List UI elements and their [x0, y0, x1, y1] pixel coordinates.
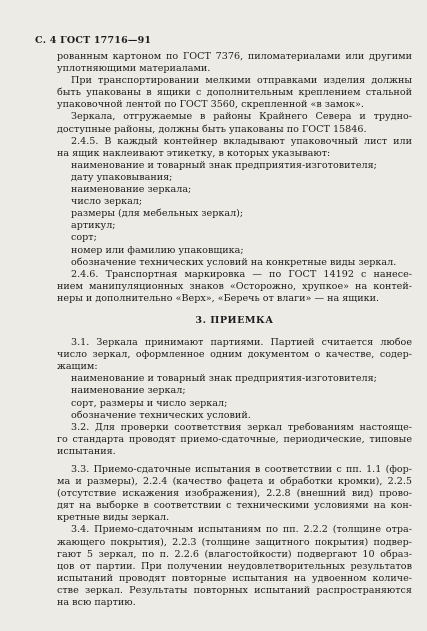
text-line: ма и размеры), 2.2.4 (качество фацета и обработки кромки), 2.2.5 — [57, 476, 412, 488]
text-line: нием манипуляционных знаков «Осторожно, хрупкое» на контей- — [57, 280, 412, 292]
text-line: доступные районы, должны быть упакованы по ГОСТ 15846. — [57, 123, 367, 135]
text-line: наименование зеркала; — [71, 184, 192, 196]
text-line: номер или фамилию упаковщика; — [71, 244, 244, 256]
text-line: цов от партии. При получении неудовлетворительных результатов — [57, 560, 412, 572]
text-line: стве зеркал. Результаты повторных испытаний распространяются — [57, 584, 412, 596]
text-line: обозначение технических условий. — [71, 409, 251, 421]
text-line: испытания. — [57, 445, 116, 457]
text-line: Зеркала, отгружаемые в районы Крайнего Севера и трудно- — [71, 111, 412, 123]
text-line: 2.4.6. Транспортная маркировка — по ГОСТ 14192 с нанесе- — [71, 268, 412, 280]
text-line: жающего покрытия), 2.2.3 (толщине защитного покрытия) подвер- — [57, 536, 412, 548]
text-line: упаковочной лентой по ГОСТ 3560, скрепленной «в замок». — [57, 99, 364, 111]
text-line: дят на выборке в соответствии с техническими условиями на кон- — [57, 500, 412, 512]
text-line: кретные виды зеркал. — [57, 512, 170, 524]
text-line: число зеркал; — [71, 196, 143, 208]
text-line: 3.2. Для проверки соответствия зеркал требованиям настояще- — [71, 421, 412, 433]
text-line: уплотняющими материалами. — [57, 63, 211, 75]
text-line: на всю партию. — [57, 597, 136, 609]
text-line: При транспортировании мелкими отправками изделия должны — [71, 75, 412, 87]
text-line: (отсутствие искажения изображения), 2.2.8 (внешний вид) прово- — [57, 488, 412, 500]
text-line: испытаний проводят повторные испытания на удвоенном количе- — [57, 572, 412, 584]
text-line: обозначение технических условий на конкретные виды зеркал. — [71, 256, 397, 268]
text-line: наименование и товарный знак предприятия-изготовителя; — [71, 373, 377, 385]
text-line: гают 5 зеркал, по п. 2.2.6 (влагостойкости) подвергают 10 образ- — [57, 548, 412, 560]
text-line: дату упаковывания; — [71, 171, 173, 183]
text-line: артикул; — [71, 220, 116, 232]
text-line: наименование и товарный знак предприятия-изготовителя; — [71, 159, 377, 171]
text-line: на ящик наклеивают этикетку, в которых указывают: — [57, 147, 331, 159]
text-line: 3.3. Приемо-сдаточные испытания в соответствии с пп. 1.1 (фор- — [71, 464, 412, 475]
text-line: рованным картоном по ГОСТ 7376, пиломатериалами или другими — [57, 51, 412, 62]
text-line: число зеркал, оформленное одним документом о качестве, содер- — [57, 349, 412, 361]
text-line: жащим: — [57, 361, 98, 373]
text-line: го стандарта проводят приемо-сдаточные, периодические, типовые — [57, 433, 412, 445]
text-line: размеры (для мебельных зеркал); — [71, 208, 244, 220]
text-line: сорт, размеры и число зеркал; — [71, 397, 228, 409]
document-body — [57, 51, 412, 609]
page-header: С. 4 ГОСТ 17716—91 — [35, 35, 152, 46]
text-line: 3.1. Зеркала принимают партиями. Партией считается любое — [71, 337, 412, 349]
text-line: неры и дополнительно «Верх», «Беречь от влаги» — на ящики. — [57, 292, 380, 304]
text-line: сорт; — [71, 232, 97, 244]
text-line: 3.4. Приемо-сдаточным испытаниям по пп. 2.2.2 (толщине отра- — [71, 524, 412, 536]
text-line: 2.4.5. В каждый контейнер вкладывают упаковочный лист или — [71, 135, 412, 147]
text-line: быть упакованы в ящики с дополнительным креплением стальной — [57, 87, 412, 99]
section-heading: 3. ПРИЕМКА — [195, 314, 274, 326]
text-line: наименование зеркал; — [71, 385, 186, 397]
